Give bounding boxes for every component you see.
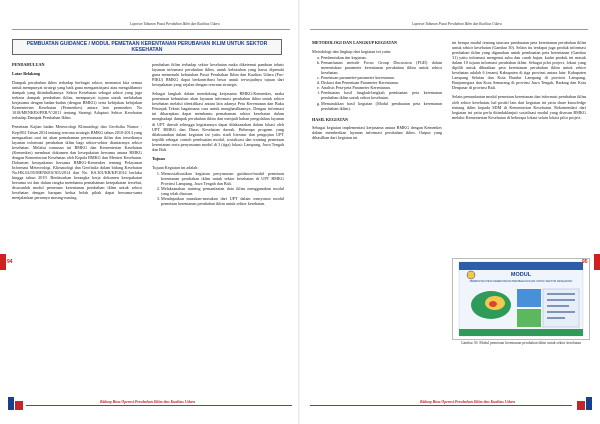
- right-page-column-1: [312, 40, 442, 390]
- paragraph: ini berupa modul tentang tatacara pembuatan peta kerentanan perubahan iklim untuk sektor kesehatan (Gambar 30). Selain itu terdapat juga produk informasi perubahan iklim yang digunakan untuk pembuatan peta kerentanan (Gambar 31) yaitu informasi mengenai suhu dan curah hujan, kadar produk ini masuk dalam 10 tujuan informasi perubahan iklim. Sebagai pilot project, lokasi yang dipilih untuk dibuatkan peta kerentanan perubahan iklim untuk sektor kesehatan adalah 6 (enam) Kabupaten di tiga provinsi antara lain: Kabupaten Lampung Selatan dan Kota Bandar Lampung di provinsi Lampung, Banjarnegara dan Kota Semarang di provinsi Jawa Tengah, Badung dan Kota Denpasar di provinsi Bali.: [452, 40, 586, 91]
- ornament-icon: [577, 397, 592, 410]
- page-number-right: 95: [582, 259, 588, 265]
- tujuan-intro: Tujuan Kegiatan ini adalah:: [152, 164, 199, 170]
- footer-text-right: Bidang Bina Operasi Perubahan Iklim dan Kualitas Udara: [420, 400, 516, 404]
- list-item: b. Pemanfaatan metode Focus Group Discussion (FGD) dalam menentukan parameter kerentanan perubahan iklim untuk sektor kesehatan.: [321, 60, 442, 75]
- paragraph: Selain pemanfaatan modul pemetaan kerentanan dan informasi perubahan iklim oleh sektor kesehatan, hal positif lain dari kegiatan ini yaitu share knowledge tentang iklim kepada SDM di Kementerian Kesehatan. Rekomendasi dari kegiatan ini yaitu perlu ditindaklanjuti sosialisasi modul yang disusun BMKG melalui Kementerian Kesehatan di beberapa lokasi selain lokasi pilot project.: [452, 94, 586, 120]
- heading-metodologi: METODOLOGI DAN LANGKUP KEGIATAN: [312, 40, 398, 45]
- footer-rule-left: [26, 405, 292, 406]
- list-item: 3. Mendapatkan masukan-masukan dari UPT dalam menyusun modul pemetaan kerentanan perubahan iklim untuk sektor kesehatan.: [161, 196, 284, 206]
- list-item: d. Diskusi dan Penentuan Parameter Kerentanan.: [321, 80, 442, 85]
- paragraph: Sebagai kegiatan implementasi kerjasama antara BMKG dengan Kemenkes dalam memberikan layanan informasi perubahan iklim. Output yang dihasilkan dari kegiatan ini: [312, 124, 442, 140]
- list-item: a. Pembentukan tim kegiatan.: [321, 55, 442, 60]
- heading-hasil-kegiatan: HASIL KEGIATAN: [312, 116, 349, 122]
- heading-pendahuluan: PENDAHULUAN: [12, 62, 45, 67]
- heading-tujuan: Tujuan: [152, 155, 165, 161]
- footer-text-left: Bidang Bina Operasi Perubahan Iklim dan Kualitas Udara: [100, 400, 196, 404]
- list-item: c. Penentuan parameter-parameter kerentanan.: [321, 75, 442, 80]
- figure-caption: Gambar 30. Modul pemetaan kerentanan perubahan iklim untuk sektor kesehatan: [460, 341, 581, 345]
- list-item: 1. Mensosialisasikan kegiatan penyusunan guidance/modul pemetaan kerentanan perubahan iklim untuk sektor kesehatan di UPT BMKG Provinsi Lampung, Jawa Tengah dan Bali.: [161, 171, 284, 186]
- list-item: f. Pembuatan hasil langkah-langkah pembuatan peta kerentanan perubahan iklim untuk sektor kesehatan.: [321, 90, 442, 100]
- page-tab-left: [0, 254, 6, 270]
- header-rule-right: [310, 29, 588, 30]
- page-tab-right: [594, 254, 600, 270]
- left-page-column-2: [152, 62, 284, 397]
- paragraph: Pemetaan Kajian badan Meteorologi Klimatologi dan Geofisika Nomor : Kep/002 Tahun 2014 tentang rencana strategis BMKG tahun 2010-2014 yang menguatkan saat ini akan pemahaman perencanaan iklim dan tersedianya layanan informasi perubahan iklim bagi sektor-sektor diantaranya sektor kesehatan. Melalui rumusan ini BMKG dan Kementerian Kesehatan (Kemenkes) membuat dokumen dan kesepakatan bersama antara BMKG dengan Kementerian Kesehatan oleh Kepala BMKG dan Menteri Kesehatan. Dokumen kesepakatan bersama BMKG-Kemenkes tentang Pelayanan Informasi Meteorologi, Klimatologi dan Geofisika dalam bidang Kesehatan No.HK.02/05/MENKES/303/2014 dan No. KS.301/KB/KP/2014 berlaku hingga tahun 2019. Berdasarkan kerangka kerja dokumen kesepakatan bersama ini dan dalam rangka membantu pemahaman kesepakatan tersebut, disusunlah modul pemetaan kerentanan perubahan iklim untuk sektor kesehatan dengan harapan kedua belah pihak dapat bersama-sama menjalankan perannya masing-masing.: [12, 124, 142, 201]
- list-item: e. Analisis Peta-peta Parameter Kerentanan.: [321, 85, 442, 90]
- page-header-right: Laporan Tahunan Pusat Perubahan Iklim dan Kualitas Udara: [412, 22, 502, 26]
- left-page-column-1: [12, 62, 142, 397]
- heading-latar-belakang: Latar Belakang: [12, 71, 40, 77]
- page-header-left: Laporan Tahunan Pusat Perubahan Iklim dan Kualitas Udara: [130, 22, 220, 26]
- footer-rule-right: [310, 405, 572, 406]
- article-title: PEMBUATAN GUIDANCE / MODUL PEMETAAN KERENTANAN PERUBAHAN IKLIM UNTUK SEKTOR KESEHATAN: [12, 39, 282, 55]
- paragraph: Sebagai langkah dalam mendukung kerjasama BMKG-Kemenkes, maka penentuan kebutuhan akan layanan informasi perubahan iklim untuk sektor kesehatan melalui identifikasi antara lain adanya Peta Kerentanan dan Buku Petunjuk Teknis bagaimana cara untuk menghasilkannya. Dengan informasi ini diharapkan dapat membantu pemahaman sektor kesehatan dalam menghadapi dampak perubahan iklim dan menjadi bahan pengolahan layanan di UPT daerah sehingga kegiatannya dapat dilaksanakan dalam lokasi oleh UPT BMKG dan Dinas Kesehatan daerah. Beberapa program yang dilaksanakan dalam kegiatan ini yaitu studi literatur dan pengujian UPT terpilih sebagai contoh pembuatan modul, sosialisasi dan training pemetaan kerentanan serta penyusunan modul di 3 (tiga) lokasi: Lampung, Jawa Tengah dan Bali.: [152, 91, 284, 152]
- method-intro: Metodologi dan lingkup dari kegiatan ini yaitu:: [312, 49, 392, 55]
- right-page-column-2: [452, 40, 586, 252]
- method-list: [312, 55, 442, 111]
- module-cover-illustration: [453, 259, 589, 339]
- tujuan-list: [152, 171, 284, 206]
- paragraph: Dampak perubahan iklim terhadap berbagai sektor, menuntut kita semua untuk mempunyai strategi yang baik guna mengantisipasi atau mengalikmnir dampak yang ditimbulkannya. Sektor Kesehatan sebagai sektor yang juga terkena dampak perubahan iklim, mempunyai tujuan untuk melakukan kerjasama dengan badan-badan (dengan BMKG) serta kebijakan kebijakan Kementerian Kesehatan (Permenkes) antara lain permenkes No 1018/MENKES/PER/V/2011 tentang Strategi Adaptasi Sektor Kesehatan terhadap Dampak Perubahan Iklim.: [12, 80, 142, 121]
- page-number-left: 94: [7, 259, 13, 265]
- header-rule-left: [12, 29, 290, 30]
- right-page: [300, 0, 600, 424]
- cover-subtitle: PEMBUATAN PETA KERENTANAN PERUBAHAN IKLIM UNTUK SEKTOR KESEHATAN: [469, 280, 573, 283]
- cover-title: MODUL: [510, 272, 532, 278]
- ornament-icon: [8, 397, 23, 410]
- paragraph: perubahan iklim terhadap sektor kesehatan maka diketemui panduan teknis layanan informasi perubahan iklim, untuk kebutuhan yang harus dipenuhi guna memenuhi kebutuhan Pusat Perubahan Iklim dan Kualitas Udara (Pus-PIKU) BMKG dapat berkontribusi besar untuk terwujudnya tujuan dari kesepakatan yang sejalan dengan rencana strategis.: [152, 62, 284, 88]
- list-item: 2. Melaksanakan training pemanfaatan data iklim menggunakan modul yang telah disusun.: [161, 186, 284, 196]
- list-item: g. Memasukkan hasil kegiatan (Modul pembuatan peta kerentanan perubahan iklim).: [321, 101, 442, 111]
- module-cover-figure: [452, 258, 590, 340]
